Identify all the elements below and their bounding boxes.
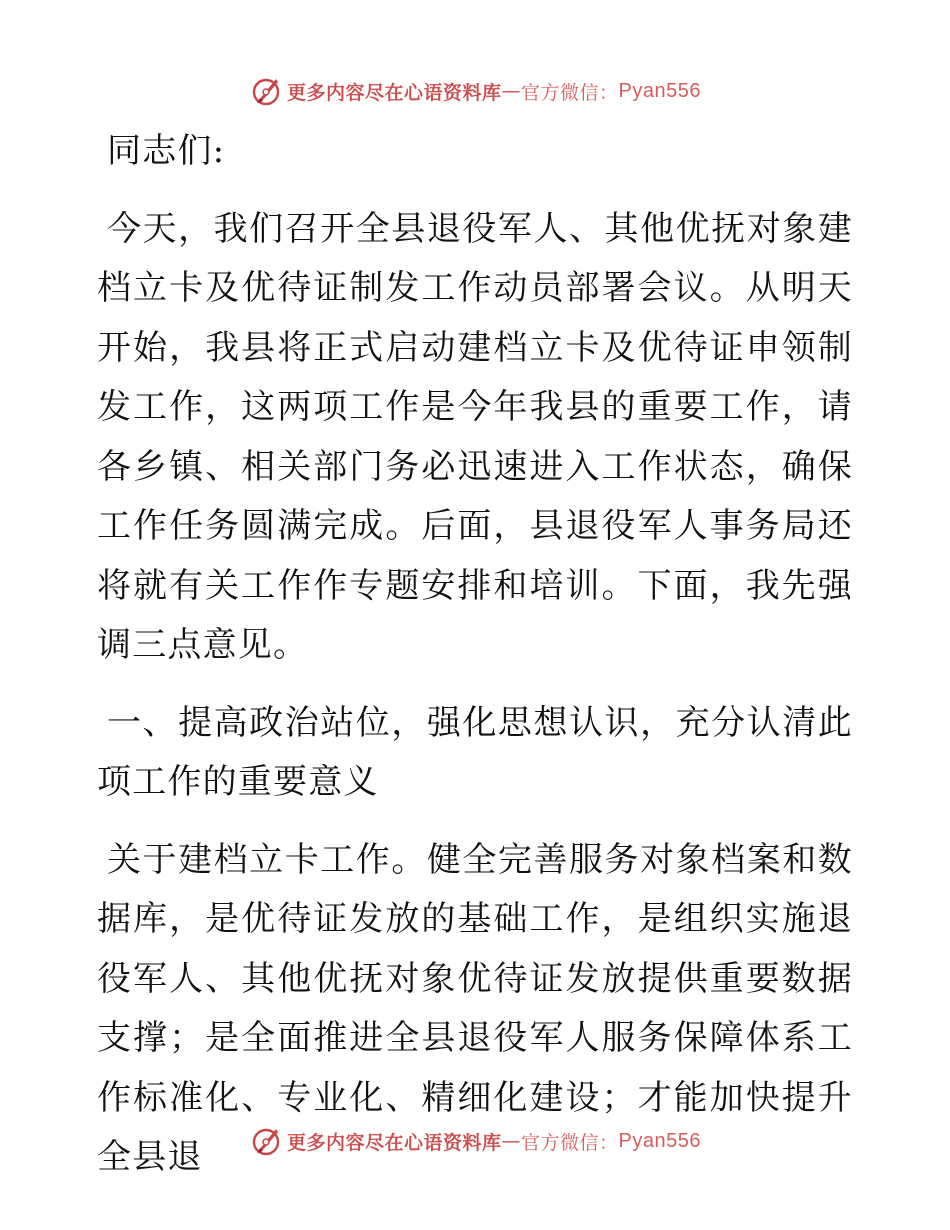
watermark-footer (0, 1121, 950, 1161)
watermark-label: 官方微信： (521, 1131, 619, 1154)
watermark-account: Pyan556 (618, 1129, 701, 1152)
quill-pen-logo-icon (249, 74, 283, 108)
paragraph-archiving: 关于建档立卡工作。健全完善服务对象档案和数据库，是优待证发放的基础工作，是组织实施退役军人、其他优抚对象优待证发放提供重要数据支撑；是全面推进全县退役军人服务保障体系工作标准化、专业化、精细化建设；才能加快提升全县退 (97, 839, 853, 1177)
section-heading-1: 一、提高政治站位，强化思想认识，充分认清此项工作的重要意义 (97, 702, 853, 802)
document-body (97, 122, 853, 1188)
watermark-label: 官方微信： (521, 81, 619, 104)
watermark-separator: — (501, 80, 522, 102)
salutation: 同志们: (107, 131, 226, 171)
paragraph-opening: 今天，我们召开全县退役军人、其他优抚对象建档立卡及优待证制发工作动员部署会议。从明天开始，我县将正式启动建档立卡及优待证申领制发工作，这两项工作是今年我县的重要工作，请各乡镇、相关部门务必迅速进入工作状态，确保工作任务圆满完成。后面，县退役军人事务局还将就有关工作作专题安排和培训。下面，我先强调三点意见。 (97, 208, 853, 665)
watermark-separator: — (501, 1130, 522, 1152)
quill-pen-logo-icon (249, 1124, 283, 1158)
watermark-account: Pyan556 (618, 79, 701, 102)
watermark-text: 更多内容尽在心语资料库 (287, 81, 502, 104)
watermark-header (0, 71, 950, 111)
watermark-text: 更多内容尽在心语资料库 (287, 1131, 502, 1154)
